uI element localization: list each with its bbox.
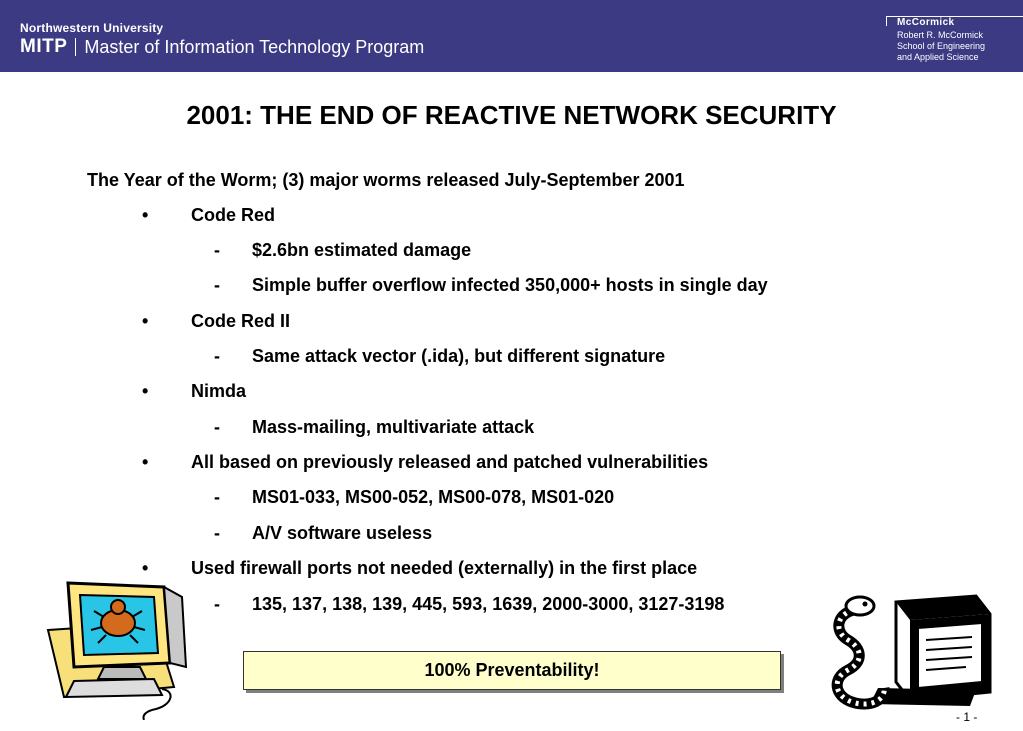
dash-marker: - xyxy=(214,487,220,507)
program-row xyxy=(20,35,424,59)
bullet-text: Code Red II xyxy=(191,311,291,331)
slide-title: 2001: THE END OF REACTIVE NETWORK SECURITY xyxy=(186,100,837,130)
dash-marker: - xyxy=(214,240,220,260)
school-line-3: and Applied Science xyxy=(897,52,979,62)
mccormick-name: McCormick xyxy=(897,17,955,28)
school-line-2: School of Engineering xyxy=(897,41,986,51)
dash-marker: - xyxy=(214,523,220,543)
header-divider xyxy=(75,38,76,56)
sub-bullet-text: 135, 137, 138, 139, 445, 593, 1639, 2000-3000, 3127-3198 xyxy=(252,594,725,614)
bullet-text: All based on previously released and patched vulnerabilities xyxy=(191,452,709,472)
bullet-marker: • xyxy=(142,311,149,331)
sub-bullet-text: A/V software useless xyxy=(252,523,433,543)
program-name: Master of Information Technology Program xyxy=(84,36,425,57)
mccormick-logo xyxy=(886,16,1023,68)
sub-bullet-text: Mass-mailing, multivariate attack xyxy=(252,417,535,437)
logo-tick xyxy=(886,16,887,26)
header-banner xyxy=(0,0,1023,72)
dash-marker: - xyxy=(214,346,220,366)
dash-marker: - xyxy=(214,594,220,614)
bug-computer-clipart xyxy=(44,575,204,720)
university-name: Northwestern University xyxy=(20,21,164,35)
school-line-1: Robert R. McCormick xyxy=(897,30,984,40)
sub-bullet-text: Same attack vector (.ida), but different signature xyxy=(252,346,666,366)
bullet-marker: • xyxy=(142,381,149,401)
bullet-text: Nimda xyxy=(191,381,247,401)
bullet-text: Used firewall ports not needed (externally) in the first place xyxy=(191,558,698,578)
dash-marker: - xyxy=(214,275,220,295)
bullet-marker: • xyxy=(142,452,149,472)
sub-bullet-text: Simple buffer overflow infected 350,000+ hosts in single day xyxy=(252,275,768,295)
page-number: - 1 - xyxy=(956,710,978,724)
sub-bullet-text: MS01-033, MS00-052, MS00-078, MS01-020 xyxy=(252,487,615,507)
bullet-text: Code Red xyxy=(191,205,276,225)
preventability-banner: 100% Preventability! xyxy=(243,651,781,690)
dash-marker: - xyxy=(214,417,220,437)
slide-intro: The Year of the Worm; (3) major worms released July-September 2001 xyxy=(87,170,685,190)
sub-bullet-text: $2.6bn estimated damage xyxy=(252,240,472,260)
program-abbr: MITP xyxy=(20,36,68,57)
worm-computer-clipart xyxy=(826,592,996,720)
bullet-marker: • xyxy=(142,558,149,578)
bullet-marker: • xyxy=(142,205,149,225)
